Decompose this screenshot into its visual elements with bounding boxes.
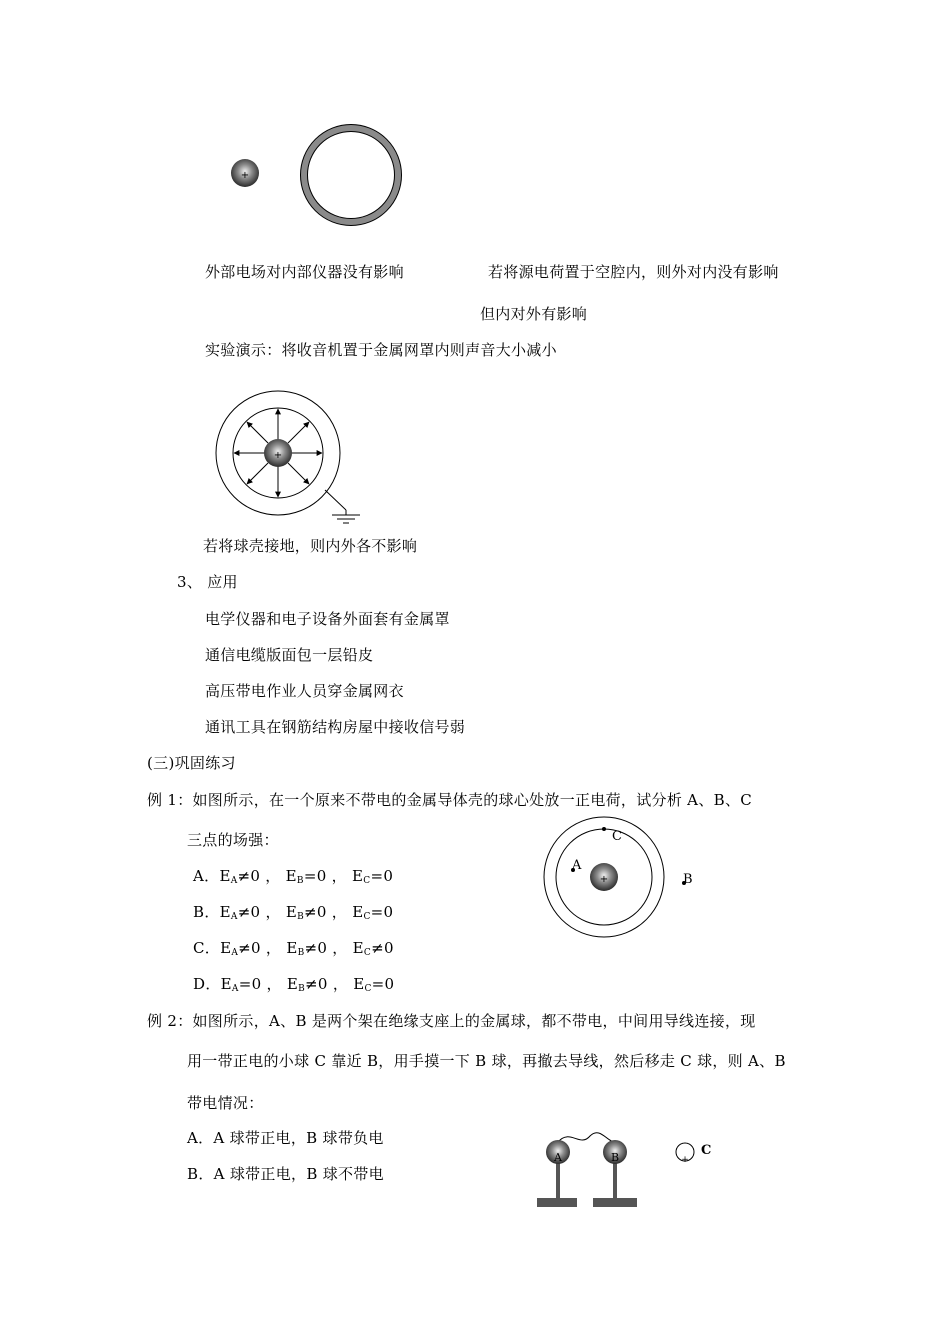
application-item: 通讯工具在钢筋结构房屋中接收信号弱 [205, 718, 466, 736]
example-1-option-a: A．$E_A\ne 0$ ， $E_B=0$ ， $E_C=0$ [193, 867, 394, 886]
caption-inner-source-1: 若将源电荷置于空腔内，则外对内没有影响 [488, 263, 779, 281]
caption-outer-no-effect: 外部电场对内部仪器没有影响 [205, 263, 404, 281]
example-1-option-d: D．$E_A=0$ ， $E_B\ne 0$ ， $E_C=0$ [193, 975, 395, 994]
caption-demo: 实验演示：将收音机置于金属网罩内则声音大小减小 [205, 341, 557, 359]
point-c-label: C [612, 829, 622, 844]
sphere-b-label: B [610, 1151, 620, 1164]
connecting-wire [558, 1133, 615, 1142]
point-c-dot [602, 827, 606, 831]
ground-symbol [325, 490, 360, 523]
metal-shell [304, 128, 398, 222]
figure-outside-charge-shell [225, 120, 410, 230]
sphere-b-stand [593, 1140, 637, 1207]
central-plus-sign: + [599, 874, 609, 885]
practice-heading: (三)巩固练习 [147, 754, 236, 772]
example-2-line-1: 例 2：如图所示，A、B 是两个架在绝缘支座上的金属球，都不带电，中间用导线连接，现 [147, 1012, 756, 1030]
caption-grounded: 若将球壳接地，则内外各不影响 [203, 537, 418, 555]
application-item: 高压带电作业人员穿金属网衣 [205, 682, 404, 700]
example-1-option-c: C．$E_A\ne 0$ ， $E_B\ne 0$ ， $E_C\ne 0$ [193, 939, 394, 958]
example-1-line-2: 三点的场强： [187, 831, 279, 849]
example-2-line-2: 用一带正电的小球 C 靠近 B，用手摸一下 B 球，再撤去导线，然后移走 C 球，则 A、B [187, 1052, 786, 1070]
figure-example-1 [540, 815, 710, 945]
example-1-option-b: B．$E_A\ne 0$ ， $E_B\ne 0$ ， $E_C=0$ [193, 903, 394, 922]
figure-example-2 [525, 1130, 725, 1215]
example-2-option-b: B．A 球带正电，B 球不带电 [187, 1165, 384, 1183]
application-item: 电学仪器和电子设备外面套有金属罩 [205, 610, 450, 628]
sphere-a-label: A [554, 1151, 562, 1164]
ball-c-plus-sign: + [681, 1155, 689, 1165]
application-heading: 3、 应用 [177, 573, 238, 591]
example-1-line-1: 例 1：如图所示，在一个原来不带电的金属导体壳的球心处放一正电荷，试分析 A、B、C [147, 791, 753, 809]
sphere-a-stand [537, 1140, 577, 1207]
example-2-option-a: A．A 球带正电，B 球带负电 [187, 1129, 384, 1147]
caption-inner-source-2: 但内对外有影响 [480, 305, 588, 323]
figure-grounded-shell [205, 380, 375, 530]
ball-plus-sign: + [240, 170, 250, 181]
point-b-label: B [683, 872, 693, 887]
example-2-line-3: 带电情况： [187, 1094, 264, 1112]
ball-c-label: C [701, 1143, 712, 1158]
application-item: 通信电缆版面包一层铅皮 [205, 646, 374, 664]
point-a-label: A [572, 858, 582, 873]
central-plus-sign: + [273, 450, 283, 461]
